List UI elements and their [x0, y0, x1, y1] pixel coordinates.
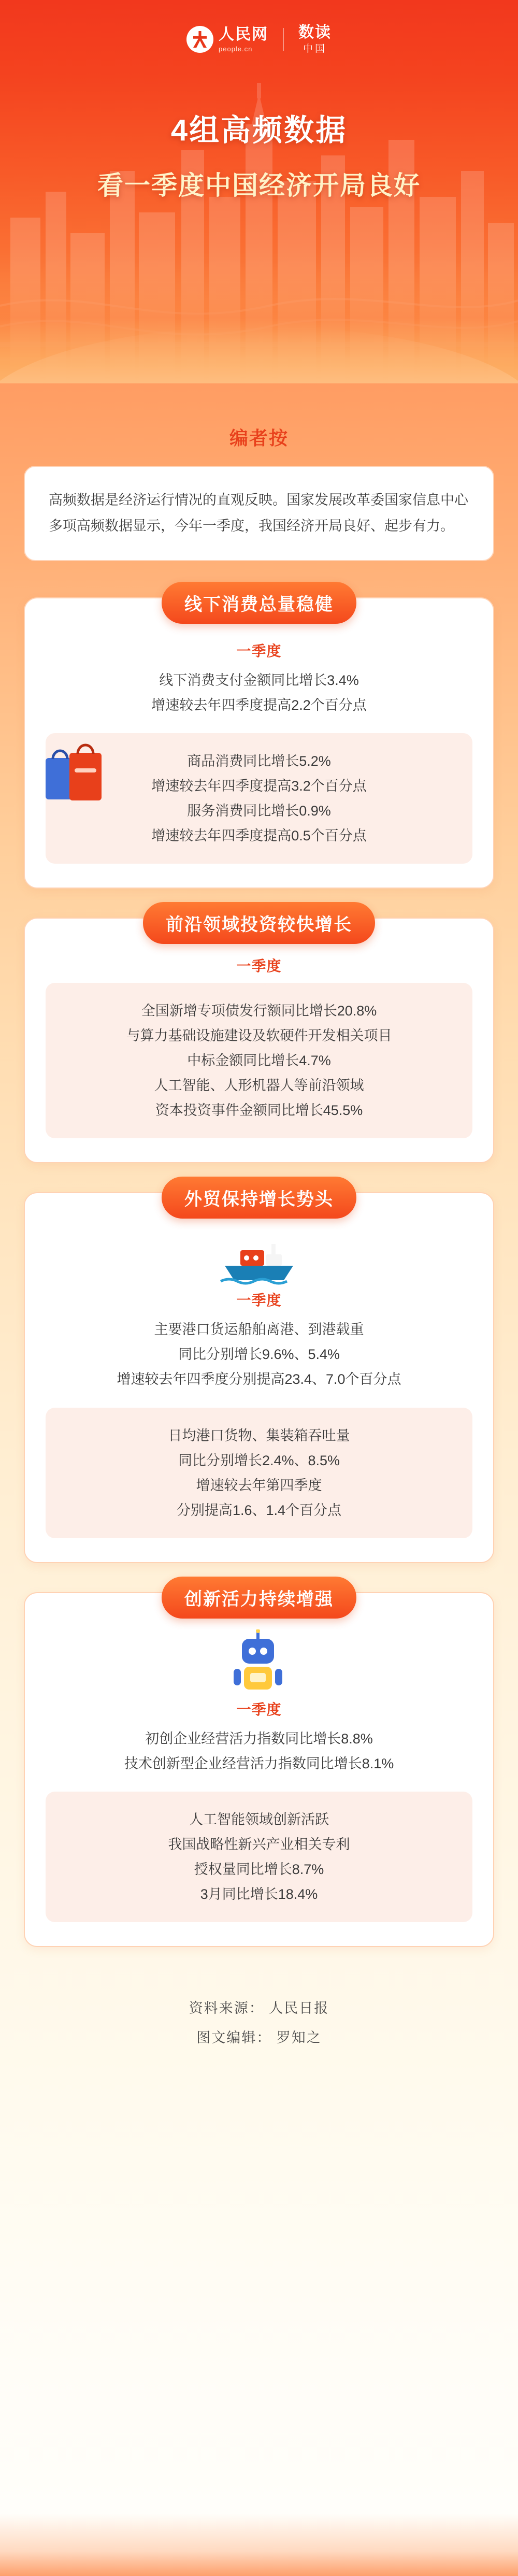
section-2-quarter: 一季度: [236, 958, 282, 975]
section-1-line-2: 增速较去年四季度提高2.2个百分点: [151, 697, 367, 713]
section-4-quarter: 一季度: [236, 1701, 282, 1718]
section-4-line-1: 初创企业经营活力指数同比增长8.8%: [145, 1730, 373, 1747]
section-3-sub-line-3: 增速较去年第四季度: [196, 1477, 322, 1493]
logo-people-cn-text: 人民网: [219, 25, 268, 43]
section-3-sub-line-2: 同比分别增长2.4%、8.5%: [178, 1452, 340, 1468]
section-2-sub-line-4: 人工智能、人形机器人等前沿领域: [154, 1078, 364, 1094]
hero-banner: [0, 0, 518, 383]
bottom-gradient: [0, 2514, 518, 2576]
section-4-subbox: [46, 1792, 472, 1922]
section-1-subbox: [46, 733, 472, 864]
section-1-title: 线下消费总量稳健: [162, 582, 356, 624]
section-2-sub-line-1: 全国新增专项债发行额同比增长20.8%: [141, 1003, 377, 1019]
robot-icon: [231, 1629, 287, 1696]
section-3-line-3: 增速较去年四季度分别提高23.4、7.0个百分点: [117, 1371, 401, 1387]
editor-note-body: 高频数据是经济运行情况的直观反映。国家发展改革委国家信息中心多项高频数据显示，今年一季度，我国经济开局良好、起步有力。: [49, 492, 468, 534]
shudu-bottom-text: 中国: [303, 44, 327, 54]
footer: [24, 1994, 494, 2088]
section-3-sub-line-4: 分别提高1.6、1.4个百分点: [176, 1502, 342, 1518]
logo-divider: [283, 28, 284, 51]
section-4-sub-line-4: 3月同比增长18.4%: [200, 1886, 318, 1902]
section-1-line-1: 线下消费支付金额同比增长3.4%: [159, 672, 359, 688]
footer-editor: 图文编辑： 罗知之: [196, 2029, 322, 2045]
page-title: [0, 106, 518, 202]
shopping-bags-icon: [42, 737, 109, 810]
section-3-line-2: 同比分别增长9.6%、5.4%: [178, 1347, 340, 1363]
section-2-sub-line-2: 与算力基础设施建设及软硬件开发相关项目: [126, 1028, 392, 1044]
section-4-title: 创新活力持续增强: [162, 1577, 356, 1619]
section-1-sub-line-2: 增速较去年四季度提高3.2个百分点: [151, 778, 367, 794]
section-2-sub-line-3: 中标金额同比增长4.7%: [187, 1053, 331, 1069]
section-3-title: 外贸保持增长势头: [162, 1177, 356, 1219]
section-3-sub-line-1: 日均港口货物、集装箱吞吐量: [168, 1427, 350, 1443]
title-line-1: 4组高频数据: [170, 113, 348, 147]
section-4-line-2: 技术创新型企业经营活力指数同比增长8.1%: [124, 1755, 394, 1771]
section-4-sub-line-2: 我国战略性新兴产业相关专利: [168, 1836, 350, 1852]
title-line-2: 看一季度中国经济开局良好: [97, 171, 421, 200]
people-cn-logo[interactable]: [186, 26, 268, 53]
section-1-sub-line-4: 增速较去年四季度提高0.5个百分点: [151, 828, 367, 844]
section-3-line-1: 主要港口货运船舶离港、到港载重: [154, 1322, 364, 1338]
logo-row: [0, 0, 518, 54]
editor-note-box: [24, 466, 494, 561]
section-2-title: 前沿领域投资较快增长: [143, 902, 375, 944]
shudu-top-text: 数读: [298, 24, 332, 41]
footer-source: 资料来源： 人民日报: [189, 2000, 329, 2016]
section-4-sub-line-1: 人工智能领域创新活跃: [189, 1811, 329, 1827]
section-3-subbox: [46, 1408, 472, 1538]
section-2-subbox: [46, 983, 472, 1138]
section-card-1: [24, 594, 494, 889]
cargo-ship-icon: [218, 1229, 300, 1286]
section-1-sub-line-3: 服务消费同比增长0.9%: [187, 803, 331, 819]
section-2-sub-line-5: 资本投资事件金额同比增长45.5%: [155, 1103, 363, 1119]
editor-note-title: 编者按: [229, 427, 289, 449]
section-1-sub-line-1: 商品消费同比增长5.2%: [187, 753, 331, 769]
section-card-4: [24, 1589, 494, 1947]
section-1-quarter: 一季度: [236, 642, 282, 659]
section-3-quarter: 一季度: [236, 1292, 282, 1309]
section-4-sub-line-3: 授权量同比增长8.7%: [194, 1861, 324, 1877]
shudu-china-logo: [298, 25, 332, 54]
people-logo-icon: [186, 26, 213, 53]
content-area: [0, 424, 518, 2088]
logo-people-en-text: people.cn: [219, 45, 253, 53]
section-card-3: [24, 1192, 494, 1563]
section-card-2: [24, 915, 494, 1163]
